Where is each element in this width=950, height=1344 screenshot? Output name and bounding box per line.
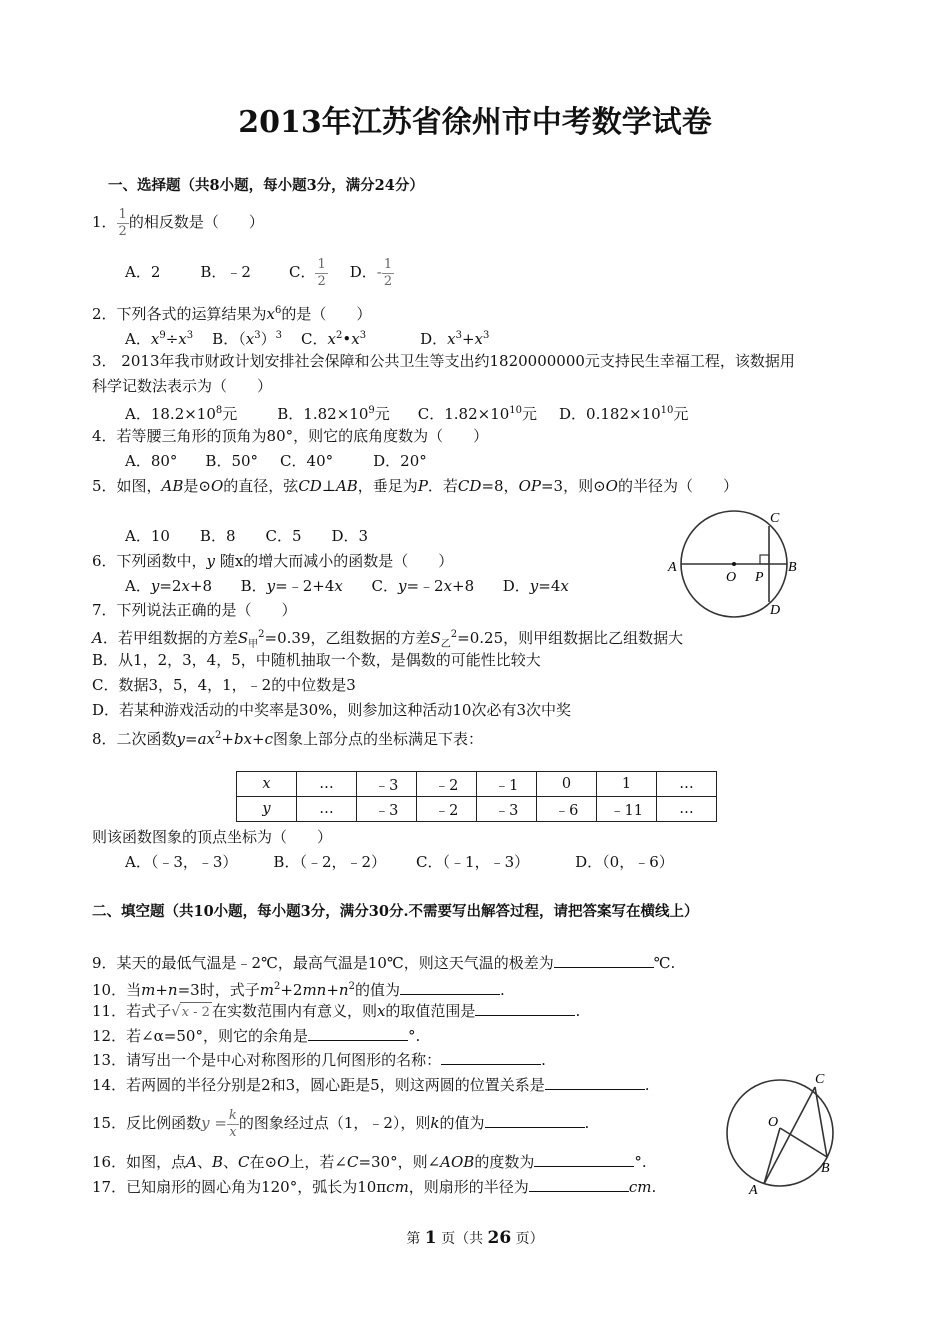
fraction: $\frac{1}{2}$ [118,206,127,239]
circle-figure-2 [715,1068,845,1198]
question-3-line2: 科学记数法表示为（ ） [92,377,273,395]
q8-options: A．（﹣3，﹣3） B．（﹣2，﹣2） C．（﹣1，﹣3） D．（0，﹣6） [125,853,674,871]
question-7: 7．下列说法正确的是（ ） [92,601,297,619]
q7-option-b: B．从1，2，3，4，5，中随机抽取一个数，是偶数的可能性比较大 [92,651,541,669]
q5-options: A．10 B．8 C．5 D．3 [125,527,369,545]
circle-figure-1 [660,505,810,620]
question-3-line1: 3． 2013年我市财政计划安排社会保障和公共卫生等支出约1820000000元支持民生幸福工程，该数据用 [92,352,795,370]
question-10: 10．当m+n=3时，式子$m^2+2mn+n^2$的值为 . [92,981,505,999]
q4-options: A．80° B．50° C．40° D．20° [125,452,427,470]
question-12: 12．若∠α=50°，则它的余角是 °. [92,1027,421,1045]
label-b: B [821,1161,830,1176]
segment-ac [764,1087,815,1184]
label-o: O [726,570,737,585]
label-b: B [788,560,797,575]
question-8: 8．二次函数$y=ax^2+bx+c$图象上部分点的坐标满足下表： [92,730,484,748]
question-16: 16．如图，点A、B、C在⊙O上，若∠C=30°，则∠AOB的度数为 °. [92,1153,647,1171]
q3-options: A．$18.2\times 10^8$元 B．$1.82\times 10^9$元 C．$1.82\times 10^{10}$元 D．$0.182\times 10^{10}$元 [125,405,689,423]
segment-ob [780,1128,827,1157]
right-angle-mark [760,555,769,564]
page-title: 2013年江苏省徐州市中考数学试卷 [238,105,712,140]
q7-option-c: C．数据3，5，4，1，﹣2的中位数是3 [92,676,356,694]
label-o: O [768,1115,779,1130]
coordinate-table [236,771,717,822]
question-5: 5．如图，AB是⊙O的直径，弦CD⊥AB，垂足为P．若CD=8，OP=3，则⊙O的半径为（ ） [92,477,738,495]
center-dot [732,562,736,566]
q2-options: A．$x^9\div x^3$ B．$(x^3)^3$ C．$x^2•x^3$ D．$x^3+x^3$ [125,330,490,348]
question-9: 9．某天的最低气温是﹣2℃，最高气温是10℃，则这天气温的极差为 ℃. [92,954,676,972]
segment-cb [815,1087,827,1157]
q6-options: A．y=2x+8 B．y=﹣2+4x C．y=﹣2x+8 D．y=4x [125,577,569,595]
q8-prompt: 则该函数图象的顶点坐标为（ ） [92,828,333,846]
q7-option-a: A．若甲组数据的方差$S_甲^2=0.39$，乙组数据的方差$S_乙^2=0.25$，则甲组数据比乙组数据大 [92,629,684,650]
question-17: 17．已知扇形的圆心角为120°，弧长为10πcm，则扇形的半径为 cm. [92,1178,657,1196]
q7-option-d: D．若某种游戏活动的中奖率是30%，则参加这种活动10次必有3次中奖 [92,701,571,719]
segment-ao [764,1128,780,1184]
question-13: 13．请写出一个是中心对称图形的几何图形的名称： . [92,1051,546,1069]
q1-options: A．2 B．﹣2 C． $\frac{1}{2}$ D．- $\frac{1}{2}$ [125,256,393,289]
section2-heading: 二、填空题（共10小题，每小题3分，满分30分.不需要写出解答过程，请把答案写在横线上） [92,903,699,920]
page-footer: 第 1 页（共 26 页） [406,1228,544,1248]
question-4: 4．若等腰三角形的顶角为80°，则它的底角度数为（ ） [92,427,489,445]
label-c: C [770,511,780,526]
question-11: 11．若式子√x - 2 在实数范围内有意义，则x的取值范围是 . [92,1001,580,1023]
label-a: A [668,560,677,575]
question-14: 14．若两圆的半径分别是2和3，圆心距是5，则这两圆的位置关系是 . [92,1076,650,1094]
label-d: D [770,603,781,618]
label-c: C [815,1072,825,1087]
question-15: 15．反比例函数y = $\frac{k}{x}$ 的图象经过点（1，﹣2），则k的值为 . [92,1107,590,1140]
question-1: 1． $\frac{1}{2}$ 的相反数是（ ） [92,206,264,239]
question-6: 6．下列函数中，y 随x的增大而减小的函数是（ ） [92,552,454,570]
table-row: y … ﹣3 ﹣2 ﹣3 ﹣6 ﹣11 … [237,797,717,822]
table-row: x … ﹣3 ﹣2 ﹣1 0 1 … [237,772,717,797]
label-a: A [749,1183,758,1198]
label-p: P [755,570,764,585]
question-2: 2．下列各式的运算结果为$x^6$的是（ ） [92,305,372,323]
section1-heading: 一、选择题（共8小题，每小题3分，满分24分） [108,177,424,194]
